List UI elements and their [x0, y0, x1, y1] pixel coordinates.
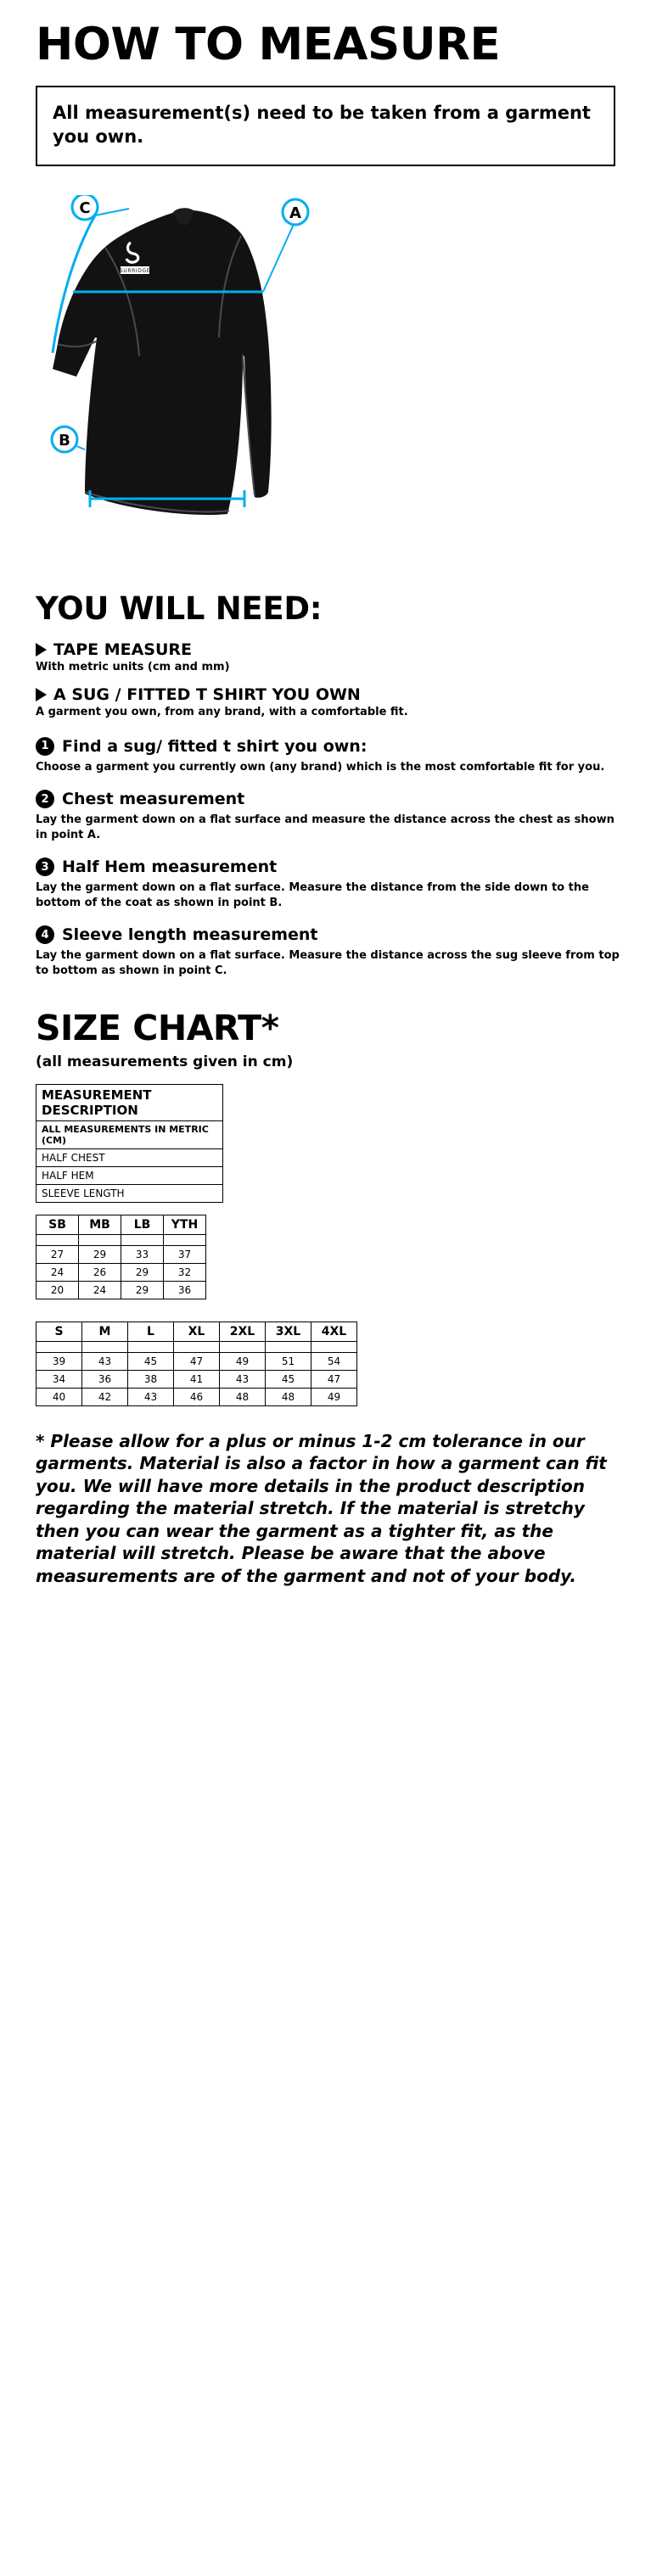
shirt-shape	[53, 208, 272, 515]
column-header: YTH	[164, 1215, 206, 1234]
step-title: Chest measurement	[62, 790, 245, 809]
cell: 45	[128, 1352, 174, 1370]
table-row	[36, 1341, 357, 1352]
size-chart-subheading: (all measurements given in cm)	[36, 1053, 294, 1070]
column-header: L	[128, 1322, 174, 1341]
cell: 32	[164, 1263, 206, 1281]
cell: 34	[36, 1370, 82, 1388]
description-cell: SLEEVE LENGTH	[36, 1184, 223, 1202]
cell: 29	[121, 1281, 164, 1299]
step-number-badge: 4	[36, 925, 54, 944]
step-number-badge: 1	[36, 737, 54, 756]
column-header: SB	[36, 1215, 79, 1234]
table-row	[36, 1388, 357, 1405]
column-header: 2XL	[220, 1322, 266, 1341]
step-title: Find a sug/ fitted t shirt you own:	[62, 736, 368, 756]
cell: 36	[164, 1281, 206, 1299]
label-a-marker	[283, 199, 308, 225]
column-header: S	[36, 1322, 82, 1341]
table-header-row	[36, 1215, 206, 1234]
svg-text:A: A	[289, 204, 301, 222]
table-row	[36, 1148, 223, 1166]
step-1	[36, 737, 627, 775]
svg-text:SURRIDGE: SURRIDGE	[119, 267, 151, 274]
cell: 49	[311, 1388, 357, 1405]
cell: 49	[220, 1352, 266, 1370]
description-cell: HALF CHEST	[36, 1148, 223, 1166]
how-to-measure-page	[0, 19, 651, 1588]
table-row	[36, 1370, 357, 1388]
tolerance-footnote: * Please allow for a plus or minus 1-2 cm tolerance in our garments. Material is also a factor in how a garment can fit you. We will have more details in the product description regarding the material stretch. If the material is stretchy then you can wear the garment as a tighter fit, as the material will stretch. Please be aware that the above measurements are of the garment and not of your body.	[36, 1430, 607, 1587]
column-header: M	[82, 1322, 128, 1341]
step-2	[36, 790, 627, 842]
column-header: 3XL	[266, 1322, 311, 1341]
column-header: 4XL	[311, 1322, 357, 1341]
steps-list	[36, 737, 627, 979]
table-row	[36, 1245, 206, 1263]
cell: 41	[174, 1370, 220, 1388]
page-title: HOW TO MEASURE	[36, 19, 501, 70]
cell: 24	[36, 1263, 79, 1281]
need-item-label: TAPE MEASURE	[53, 640, 193, 659]
cell: 37	[164, 1245, 206, 1263]
cell: 47	[174, 1352, 220, 1370]
need-item-sub: With metric units (cm and mm)	[36, 660, 230, 673]
step-4	[36, 925, 627, 978]
cell: 43	[82, 1352, 128, 1370]
cell: 36	[82, 1370, 128, 1388]
svg-text:B: B	[59, 431, 70, 450]
svg-text:C: C	[79, 198, 91, 217]
size-chart-heading: SIZE CHART*	[36, 1007, 279, 1048]
column-header: XL	[174, 1322, 220, 1341]
cell: 27	[36, 1245, 79, 1263]
cell: 26	[79, 1263, 121, 1281]
cell: 40	[36, 1388, 82, 1405]
step-body: Lay the garment down on a flat surface and measure the distance across the chest as shown in point A.	[36, 813, 615, 841]
cell: 48	[266, 1388, 311, 1405]
table-row	[36, 1166, 223, 1184]
cell: 51	[266, 1352, 311, 1370]
adult-size-table	[36, 1322, 357, 1406]
table-row	[36, 1263, 206, 1281]
cell: 43	[220, 1370, 266, 1388]
measurement-description-table	[36, 1084, 223, 1203]
need-item-fitted-shirt	[36, 685, 627, 718]
cell: 46	[174, 1388, 220, 1405]
cell: 42	[82, 1388, 128, 1405]
table-row	[36, 1120, 223, 1148]
description-header: MEASUREMENT DESCRIPTION	[36, 1084, 223, 1120]
triangle-bullet-icon	[36, 688, 47, 701]
step-body: Lay the garment down on a flat surface. Measure the distance from the side down to the bottom of the coat as shown in point B.	[36, 881, 589, 909]
need-item-label: A SUG / FITTED T SHIRT YOU OWN	[53, 685, 361, 704]
column-header: MB	[79, 1215, 121, 1234]
triangle-bullet-icon	[36, 643, 47, 657]
garment-illustration	[24, 195, 627, 568]
garment-diagram	[24, 195, 627, 568]
step-number-badge: 2	[36, 790, 54, 808]
label-c-marker	[72, 195, 98, 220]
cell: 29	[121, 1263, 164, 1281]
step-3	[36, 858, 627, 910]
table-row	[36, 1084, 223, 1120]
cell: 29	[79, 1245, 121, 1263]
step-body: Choose a garment you currently own (any brand) which is the most comfortable fit for you.	[36, 760, 605, 774]
you-will-need-heading: YOU WILL NEED:	[36, 590, 323, 627]
table-row	[36, 1352, 357, 1370]
cell: 20	[36, 1281, 79, 1299]
column-header: LB	[121, 1215, 164, 1234]
cell: 48	[220, 1388, 266, 1405]
cell: 43	[128, 1388, 174, 1405]
need-item-sub: A garment you own, from any brand, with a comfortable fit.	[36, 705, 408, 718]
table-row	[36, 1184, 223, 1202]
cell: 38	[128, 1370, 174, 1388]
cell: 39	[36, 1352, 82, 1370]
table-row	[36, 1234, 206, 1245]
table-header-row	[36, 1322, 357, 1341]
cell: 45	[266, 1370, 311, 1388]
need-item-tape-measure	[36, 640, 627, 673]
label-b-marker	[52, 427, 77, 452]
description-cell: HALF HEM	[36, 1166, 223, 1184]
description-cell: ALL MEASUREMENTS IN METRIC (CM)	[36, 1120, 223, 1148]
junior-size-table	[36, 1215, 206, 1299]
cell: 33	[121, 1245, 164, 1263]
step-title: Half Hem measurement	[62, 858, 278, 877]
cell: 47	[311, 1370, 357, 1388]
notice-box	[36, 86, 615, 166]
cell: 24	[79, 1281, 121, 1299]
step-body: Lay the garment down on a flat surface. Measure the distance across the sug sleeve from top to bottom as shown in point C.	[36, 949, 620, 977]
cell: 54	[311, 1352, 357, 1370]
table-row	[36, 1281, 206, 1299]
step-number-badge: 3	[36, 858, 54, 876]
notice-text: All measurement(s) need to be taken from a garment you own.	[53, 103, 591, 148]
step-title: Sleeve length measurement	[62, 925, 318, 945]
